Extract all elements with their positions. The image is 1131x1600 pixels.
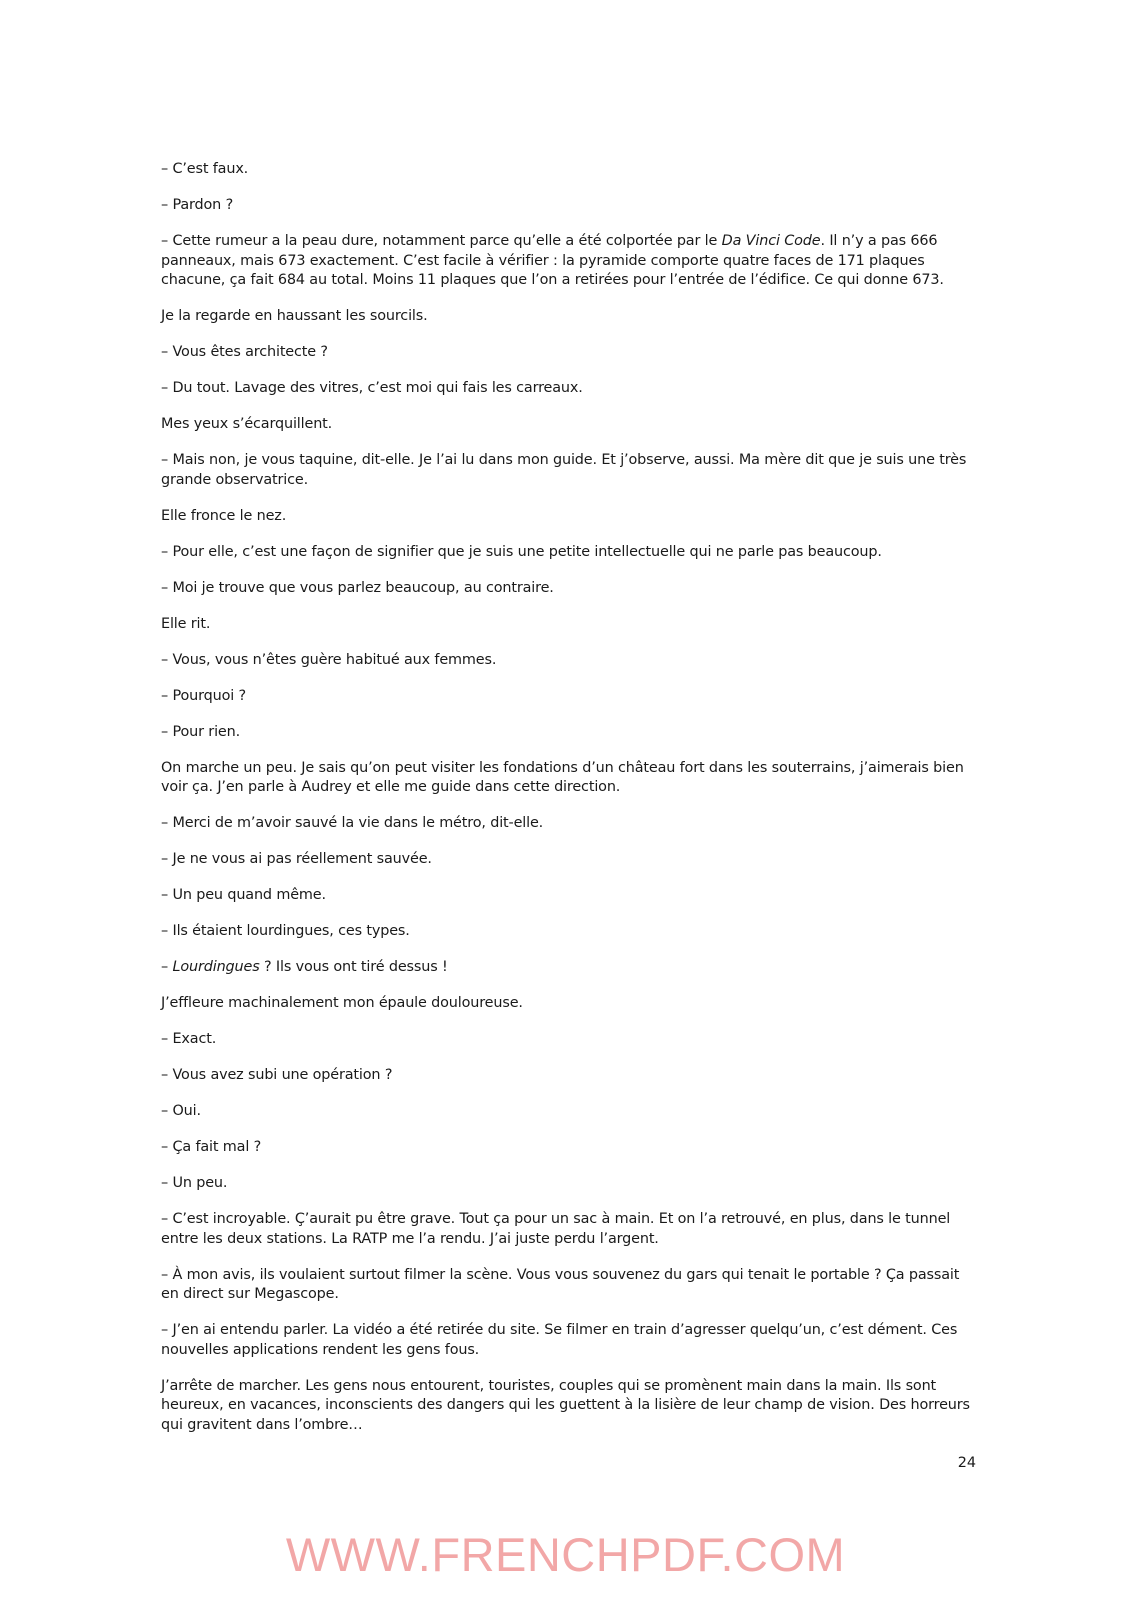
paragraph: – À mon avis, ils voulaient surtout filmer la scène. Vous vous souvenez du gars qui tenait le portable ? Ça passait en direct sur Megascope. xyxy=(161,1266,960,1302)
paragraph: – Pourquoi ? xyxy=(161,687,246,704)
paragraph: On marche un peu. Je sais qu’on peut visiter les fondations d’un château fort dans les souterrains, j’aimerais bien voir ça. J’en parle à Audrey et elle me guide dans cette direction. xyxy=(161,759,964,795)
paragraph: Elle fronce le nez. xyxy=(161,507,287,524)
paragraph: – Merci de m’avoir sauvé la vie dans le métro, dit-elle. xyxy=(161,815,544,831)
paragraph-text: ? Ils vous ont tiré dessus ! xyxy=(259,959,448,975)
paragraph-text: – Cette rumeur a la peau dure, notamment parce qu’elle a été colportée par le xyxy=(161,233,722,249)
paragraph: – C’est faux. xyxy=(161,161,249,177)
paragraph: – J’en ai entendu parler. La vidéo a été retirée du site. Se filmer en train d’agresser quelqu’un, c’est dément. Ces nouvelles applications rendent les gens fous. xyxy=(161,1322,958,1358)
paragraph: J’effleure machinalement mon épaule douloureuse. xyxy=(161,995,523,1011)
paragraph: – Un peu quand même. xyxy=(161,887,326,903)
paragraph: Je la regarde en haussant les sourcils. xyxy=(161,308,428,324)
watermark: WWW.FRENCHPDF.COM xyxy=(285,1528,846,1581)
paragraph: – Ça fait mal ? xyxy=(161,1139,262,1155)
book-title-emphasis: Da Vinci Code xyxy=(721,233,821,249)
paragraph: – Du tout. Lavage des vitres, c’est moi qui fais les carreaux. xyxy=(161,380,583,396)
paragraph-text: – xyxy=(161,959,173,975)
paragraph: – Vous avez subi une opération ? xyxy=(161,1067,393,1083)
paragraph: – Je ne vous ai pas réellement sauvée. xyxy=(161,851,432,867)
paragraph: – Un peu. xyxy=(161,1175,228,1191)
paragraph-text: . Il n’y a pas 666 panneaux, mais 673 exactement. C’est facile à vérifier : la pyramide comporte quatre faces de 171 plaques chacune, ça fait 684 au total. Moins 11 plaques que l’on a retirées pour l’entrée de l’édifice. Ce qui donne 673. xyxy=(161,233,944,288)
paragraph: Elle rit. xyxy=(161,615,211,632)
paragraph: – Ils étaient lourdingues, ces types. xyxy=(161,923,410,939)
paragraph: – Exact. xyxy=(161,1031,217,1047)
paragraph: – Pour elle, c’est une façon de signifier que je suis une petite intellectuelle qui ne parle pas beaucoup. xyxy=(161,543,882,560)
paragraph: Mes yeux s’écarquillent. xyxy=(161,416,333,432)
page-number: 24 xyxy=(957,1455,976,1471)
paragraph: – Pardon ? xyxy=(161,197,234,213)
paragraph: – Vous êtes architecte ? xyxy=(161,344,328,360)
body-text xyxy=(161,160,976,1452)
paragraph: J’arrête de marcher. Les gens nous entourent, touristes, couples qui se promènent main dans la main. Ils sont heureux, en vacances, inconscients des dangers qui les guettent à la lisière de leur champ de vision. Des horreurs qui gravitent dans l’ombre… xyxy=(161,1377,970,1433)
paragraph: – Moi je trouve que vous parlez beaucoup, au contraire. xyxy=(161,579,554,596)
paragraph xyxy=(161,958,976,978)
paragraph: – Mais non, je vous taquine, dit-elle. Je l’ai lu dans mon guide. Et j’observe, aussi. Ma mère dit que je suis une très grande observatrice. xyxy=(161,452,967,488)
paragraph: – Oui. xyxy=(161,1103,201,1119)
word-emphasis: Lourdingues xyxy=(172,959,260,975)
paragraph xyxy=(161,232,976,291)
paragraph: – Pour rien. xyxy=(161,723,241,740)
paragraph: – Vous, vous n’êtes guère habitué aux femmes. xyxy=(161,651,497,668)
paragraph: – C’est incroyable. Ç’aurait pu être grave. Tout ça pour un sac à main. Et on l’a retrouvé, en plus, dans le tunnel entre les deux stations. La RATP me l’a rendu. J’ai juste perdu l’argent. xyxy=(161,1211,951,1247)
